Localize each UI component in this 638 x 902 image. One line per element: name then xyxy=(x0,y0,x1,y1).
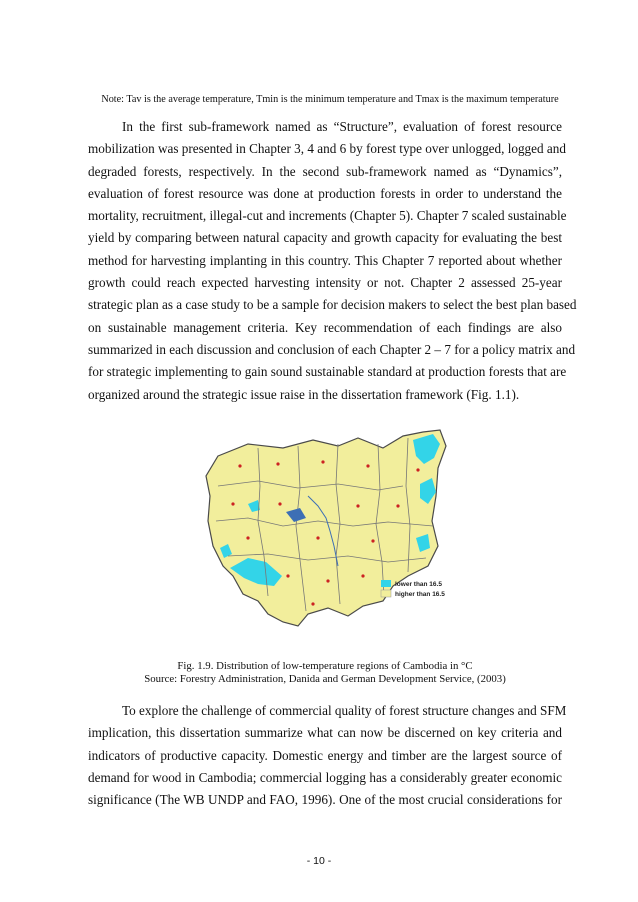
text-line: summarized in each discussion and conclusion of each Chapter 2 – 7 for a policy matrix and xyxy=(88,341,576,357)
text-line: implication, this dissertation summarize what can now be discerned on key criteria and xyxy=(88,725,562,741)
text-line: organized around the strategic issue raise in the dissertation framework (Fig. 1.1). xyxy=(88,386,520,402)
text-line: evaluation of forest resource was done at production forests in order to understand the xyxy=(88,185,562,201)
text-line: mobilization was presented in Chapter 3, 4 and 6 by forest type over unlogged, logged and xyxy=(88,141,566,157)
text-line: growth could reach expected harvesting intensity or not. Chapter 2 assessed 25-year xyxy=(88,275,562,291)
text-line: yield by comparing between natural capacity and growth capacity for evaluating the best xyxy=(88,230,562,246)
text-line: mortality, recruitment, illegal-cut and increments (Chapter 5). Chapter 7 scaled sustainable xyxy=(88,208,567,224)
legend-swatch-high xyxy=(381,590,391,597)
cambodia-temperature-map xyxy=(188,426,455,648)
table-note: Note: Tav is the average temperature, Tmin is the minimum temperature and Tmax is the maximum temperature xyxy=(101,94,559,105)
text-line: on sustainable management criteria. Key recommendation of each findings are also xyxy=(88,319,562,335)
text-line: for strategic implementing to gain sound sustainable standard at production forests that are xyxy=(88,364,567,380)
paragraph-structure-dynamics xyxy=(88,116,577,406)
text-line: In the first sub-framework named as “Structure”, evaluation of forest resource xyxy=(122,119,562,134)
text-line: significance (The WB UNDP and FAO, 1996). One of the most crucial considerations for xyxy=(88,792,562,808)
text-line: strategic plan as a case study to be a sample for decision makers to select the best plan based xyxy=(88,297,577,313)
figure-caption: Fig. 1.9. Distribution of low-temperature regions of Cambodia in °C xyxy=(177,660,473,672)
legend-label-low: lower than 16.5 xyxy=(395,581,442,588)
text-line: degraded forests, respectively. In the second sub-framework named as “Dynamics”, xyxy=(88,163,562,179)
text-line: indicators of productive capacity. Domestic energy and timber are the largest source of xyxy=(88,747,562,763)
figure-source: Source: Forestry Administration, Danida and German Development Service, (2003) xyxy=(144,673,506,685)
legend-swatch-low xyxy=(381,580,391,587)
text-line: To explore the challenge of commercial quality of forest structure changes and SFM xyxy=(122,703,567,718)
text-line: demand for wood in Cambodia; commercial logging has a considerably greater economic xyxy=(88,769,562,785)
page-number: - 10 - xyxy=(306,855,332,867)
paragraph-commercial-quality xyxy=(88,700,567,811)
legend-label-high: higher than 16.5 xyxy=(395,591,445,598)
text-line: method for harvesting implanting in this country. This Chapter 7 reported about whether xyxy=(88,252,562,268)
